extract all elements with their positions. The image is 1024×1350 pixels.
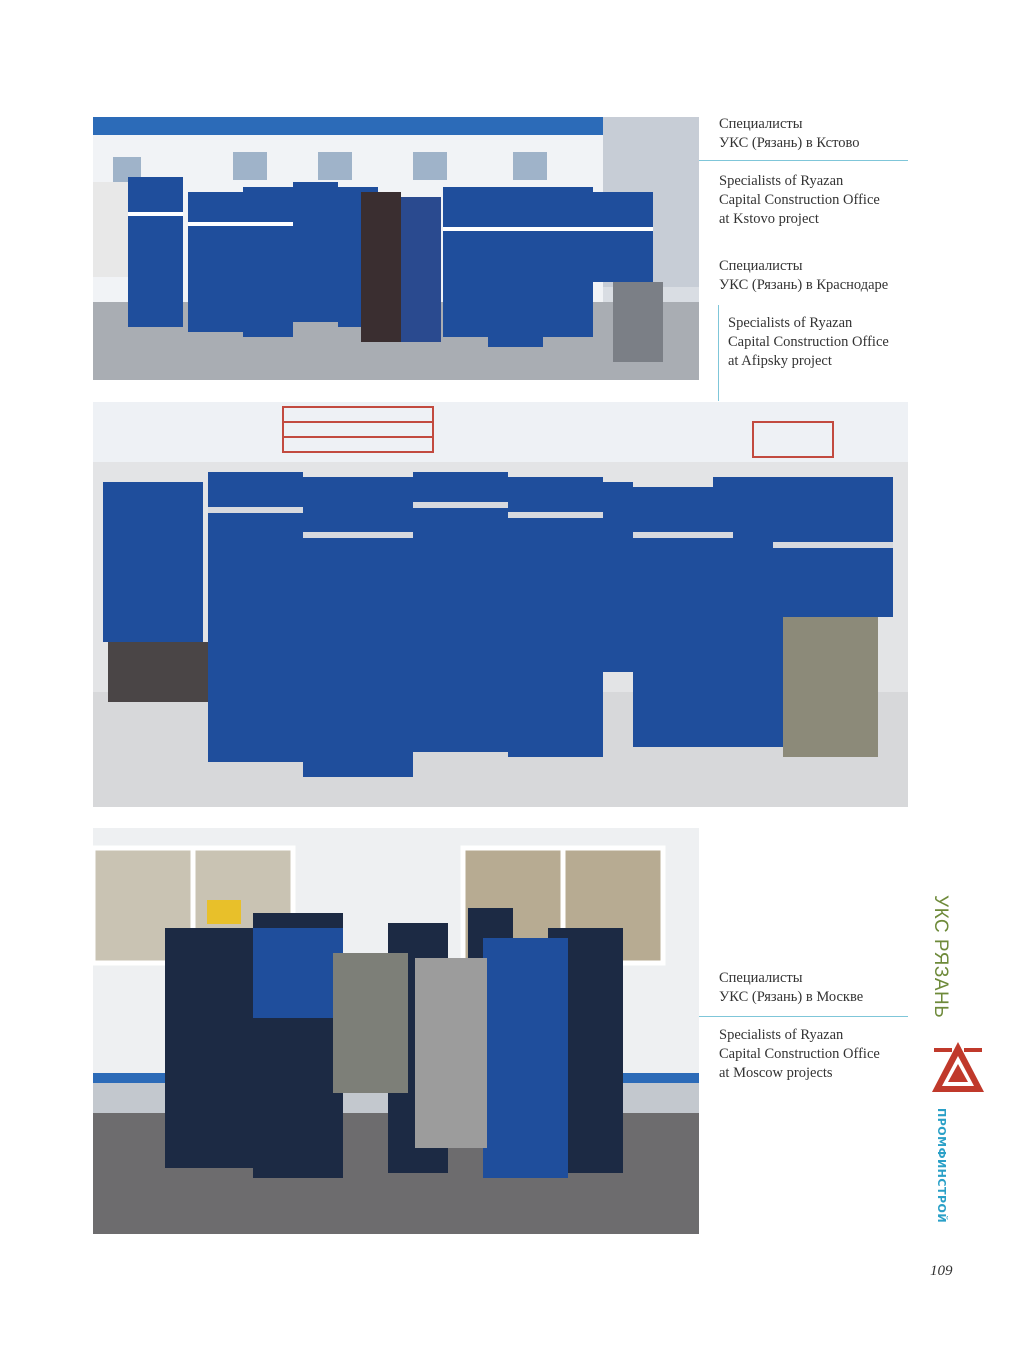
caption-moscow-en bbox=[719, 1026, 880, 1083]
caption-line: Специалисты bbox=[719, 970, 803, 986]
caption-line: Specialists of Ryazan bbox=[728, 315, 853, 331]
caption-line: УКС (Рязань) в Москве bbox=[719, 989, 864, 1005]
caption-divider bbox=[699, 160, 908, 161]
caption-line: at Afipsky project bbox=[728, 353, 832, 369]
photo-afipsky-group bbox=[93, 402, 908, 807]
brand-name: ПРОМФИНСТРОЙ bbox=[935, 1108, 948, 1224]
caption-divider bbox=[699, 1016, 908, 1017]
caption-divider-vertical bbox=[718, 305, 719, 401]
caption-krasnodar-en bbox=[728, 314, 889, 371]
caption-line: Capital Construction Office bbox=[719, 1046, 880, 1062]
caption-line: Capital Construction Office bbox=[719, 192, 880, 208]
caption-krasnodar-ru bbox=[719, 257, 888, 295]
caption-line: УКС (Рязань) в Кстово bbox=[719, 135, 860, 151]
photo-moscow-group bbox=[93, 828, 699, 1234]
caption-kstovo-en bbox=[719, 172, 880, 229]
caption-line: Capital Construction Office bbox=[728, 334, 889, 350]
caption-line: Специалисты bbox=[719, 116, 803, 132]
caption-moscow-ru bbox=[719, 969, 863, 1007]
section-side-title: УКС РЯЗАНЬ bbox=[930, 895, 951, 1019]
caption-kstovo-ru bbox=[719, 115, 859, 153]
caption-line: at Moscow projects bbox=[719, 1065, 833, 1081]
photo-kstovo-group bbox=[93, 117, 699, 380]
page-number: 109 bbox=[930, 1263, 953, 1279]
caption-line: Specialists of Ryazan bbox=[719, 1027, 844, 1043]
caption-line: at Kstovo project bbox=[719, 211, 819, 227]
caption-line: УКС (Рязань) в Краснодаре bbox=[719, 277, 889, 293]
caption-line: Специалисты bbox=[719, 258, 803, 274]
company-logo-icon bbox=[930, 1040, 986, 1094]
caption-line: Specialists of Ryazan bbox=[719, 173, 844, 189]
